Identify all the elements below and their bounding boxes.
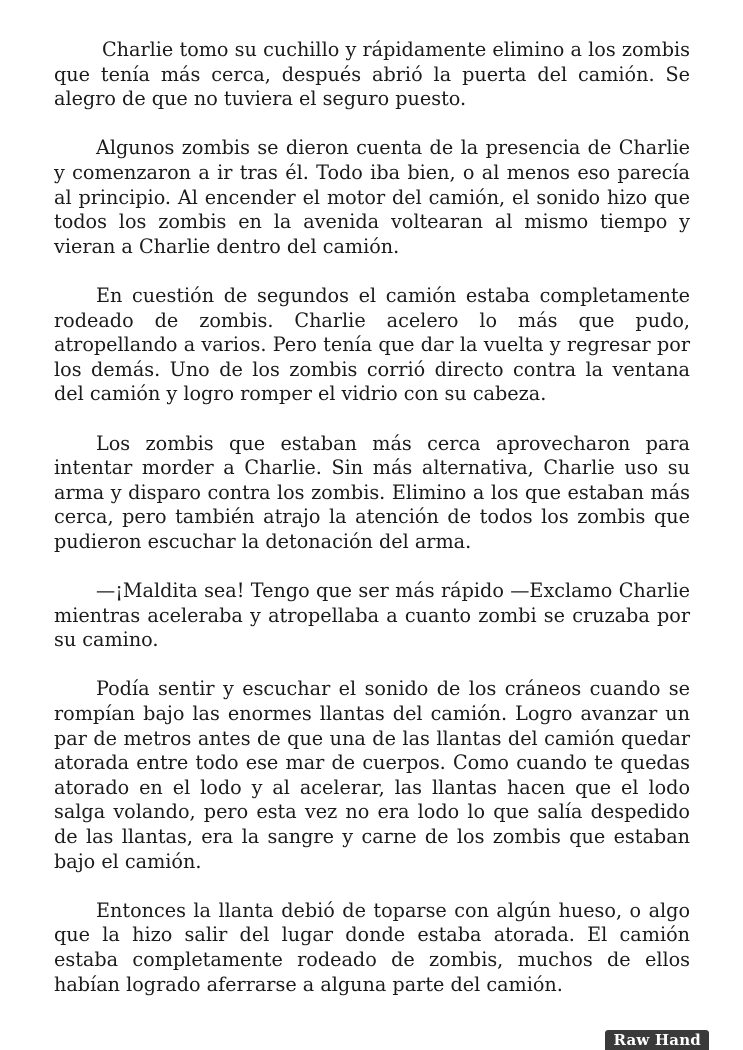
paragraph-5-dialogue: —¡Maldita sea! Tengo que ser más rápido —Exclamo Charlie mientras aceleraba y atropellaba a cuanto zombi se cruzaba por su camino.	[54, 579, 690, 652]
paragraph-4: Los zombis que estaban más cerca aprovecharon para intentar morder a Charlie. Sin más alternativa, Charlie uso su arma y disparo contra los zombis. Elimino a los que estaban más cerca, pero también atrajo la atención de todos los zombis que pudieron escuchar la detonación del arma.	[54, 431, 690, 553]
paragraph-3: En cuestión de segundos el camión estaba completamente rodeado de zombis. Charlie acelero lo más que pudo, atropellando a varios. Pero tenía que dar la vuelta y regresar por los demás. Uno de los zombis corrió directo contra la ventana del camión y logro romper el vidrio con su cabeza.	[54, 283, 690, 406]
watermark-badge: Raw Hand	[605, 1030, 709, 1050]
paragraph-7: Entonces la llanta debió de toparse con algún hueso, o algo que la hizo salir del lugar donde estaba atorada. El camión estaba completamente rodeado de zombis, muchos de ellos habían logrado aferrarse a alguna parte del camión.	[54, 898, 690, 996]
document-page	[54, 38, 690, 1022]
paragraph-1: Charlie tomo su cuchillo y rápidamente elimino a los zombis que tenía más cerca, después abrió la puerta del camión. Se alegro de que no tuviera el seguro puesto.	[54, 38, 690, 111]
paragraph-6: Podía sentir y escuchar el sonido de los cráneos cuando se rompían bajo las enormes llantas del camión. Logro avanzar un par de metros antes de que una de las llantas del camión quedar atorada entre todo ese mar de cuerpos. Como cuando te quedas atorado en el lodo y al acelerar, las llantas hacen que el lodo salga volando, pero esta vez no era lodo lo que salía despedido de las llantas, era la sangre y carne de los zombis que estaban bajo el camión.	[54, 677, 690, 873]
paragraph-2: Algunos zombis se dieron cuenta de la presencia de Charlie y comenzaron a ir tras él. Todo iba bien, o al menos eso parecía al principio. Al encender el motor del camión, el sonido hizo que todos los zombis en la avenida voltearan al mismo tiempo y vieran a Charlie dentro del camión.	[54, 136, 690, 258]
